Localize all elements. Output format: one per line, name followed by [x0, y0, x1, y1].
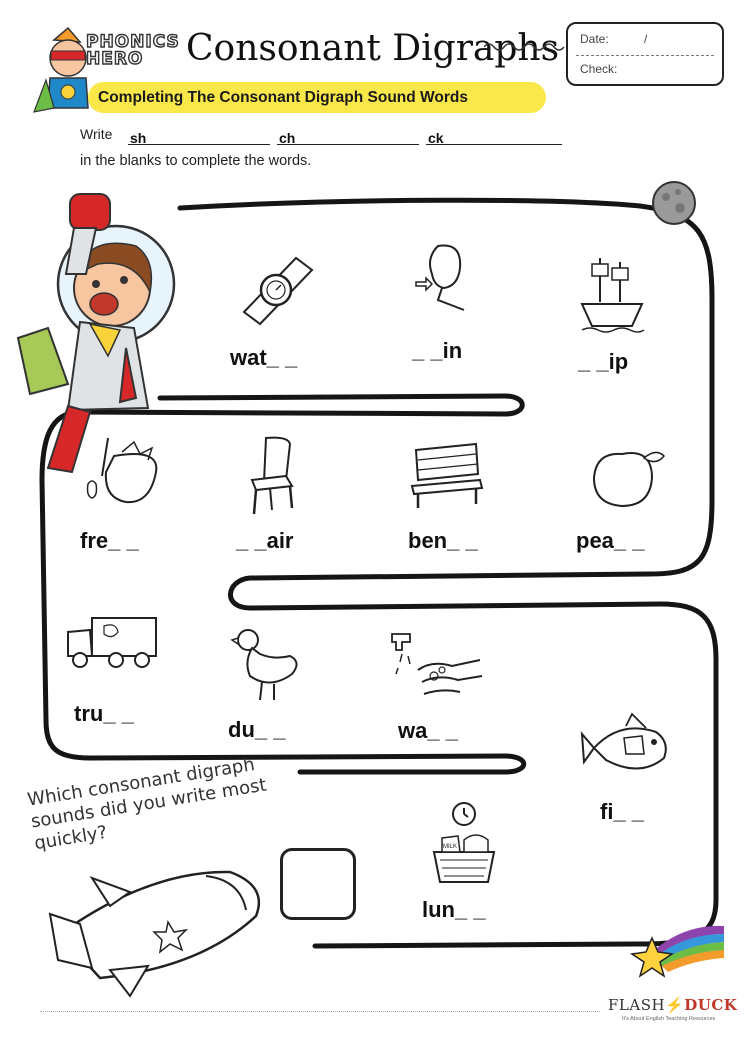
- fish-icon: [580, 712, 676, 778]
- logo-text: PHONICS HERO: [86, 32, 180, 69]
- page-title: Consonant Digraphs: [186, 28, 560, 69]
- rocket-icon: [40, 850, 272, 1000]
- option-sh: sh: [130, 130, 147, 146]
- word-lun: lun_ _: [422, 897, 486, 922]
- footer-dotted-line: [40, 1011, 600, 1012]
- shooting-star-icon: [628, 918, 728, 982]
- word-fi: fi_ _: [600, 799, 645, 824]
- ship-icon: [578, 252, 646, 334]
- word-ip: _ _ip: [578, 349, 629, 374]
- instruction-text: in the blanks to complete the words.: [80, 153, 312, 169]
- subtitle-banner: Completing The Consonant Digraph Sound Words: [88, 82, 546, 113]
- write-label: Write: [80, 126, 113, 142]
- bench-icon: [410, 440, 484, 510]
- option-ck: ck: [428, 130, 444, 146]
- watch-icon: [236, 246, 322, 328]
- answer-box[interactable]: [280, 848, 356, 920]
- strawberry-juice-icon: [78, 432, 164, 506]
- word-fre: fre_ _: [80, 528, 139, 553]
- word-tru: tru_ _: [74, 701, 134, 726]
- bolt-icon: ⚡: [665, 996, 685, 1014]
- brand-logo: FLASH⚡DUCK: [608, 996, 738, 1014]
- truck-icon: [64, 612, 160, 672]
- peach-icon: [588, 440, 666, 510]
- chin-icon: [414, 238, 472, 312]
- word-pea: pea_ _: [576, 528, 645, 553]
- word-wa: wa_ _: [398, 718, 458, 743]
- word-in: _ _in: [412, 338, 463, 363]
- word-wat: wat_ _: [230, 345, 298, 370]
- word-air: _ _air: [236, 528, 294, 553]
- duck-icon: [230, 626, 306, 704]
- check-label: Check:: [580, 62, 618, 76]
- date-slash: /: [644, 32, 648, 46]
- word-ben: ben_ _: [408, 528, 478, 553]
- brand-tagline: It's About English Teaching Resources: [622, 1016, 716, 1022]
- lunch-icon: [428, 800, 500, 886]
- hand-wash-icon: [388, 630, 484, 702]
- milk-label: MILK: [443, 844, 458, 850]
- date-label: Date:: [580, 32, 609, 46]
- meteor-icon: [650, 180, 698, 226]
- chair-icon: [246, 434, 298, 516]
- option-ch: ch: [279, 130, 296, 146]
- word-du: du_ _: [228, 717, 286, 742]
- question-text: Which consonant digraph sounds did you write most quickly?: [26, 754, 268, 855]
